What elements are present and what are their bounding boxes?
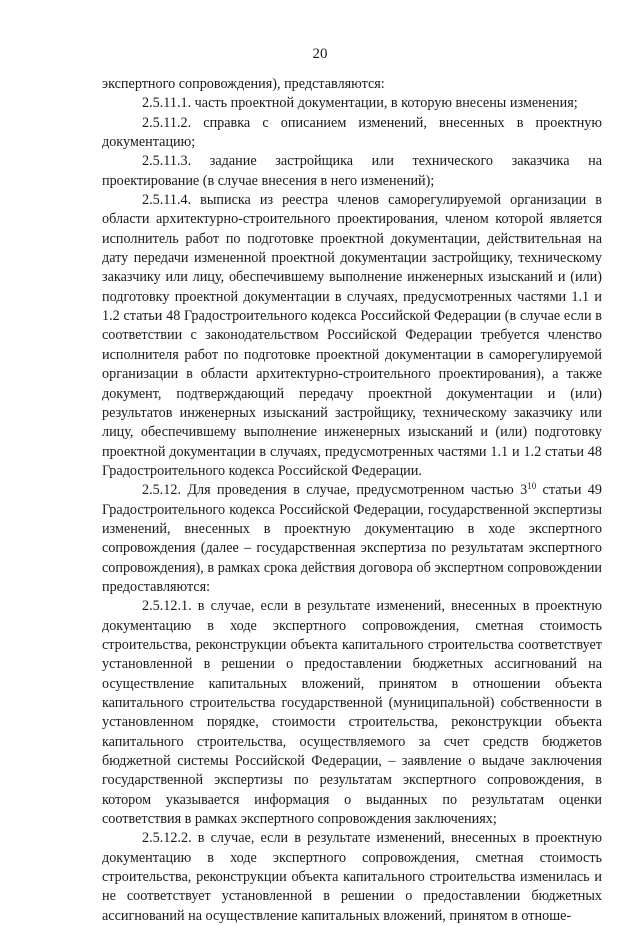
paragraph-2-5-12-2: 2.5.12.2. в случае, если в результате изменений, внесенных в проектную документацию в ходе экспертного сопровождения, сметная стоимость строительства, реконструкции объекта капитального строительства изменилась и не соответствует установленной в решении о предоставлении бюджетных ассигнований на осуществление капитальных вложений, принятом в отноше- <box>102 830 602 924</box>
paragraph-2-5-11-2: 2.5.11.2. справка с описанием изменений, внесенных в проектную документацию; <box>102 114 602 151</box>
paragraph-2-5-11-1: 2.5.11.1. часть проектной документации, в которую внесены изменения; <box>142 95 578 112</box>
paragraph-2-5-11-3: 2.5.11.3. задание застройщика или технического заказчика на проектирование (в случае внесения в него изменений); <box>102 153 602 189</box>
page-number: 20 <box>312 46 328 62</box>
paragraph-2-5-12-text-before: 2.5.12. Для проведения в случае, предусмотренном частью 3 <box>142 482 528 499</box>
document-body <box>102 75 602 926</box>
paragraph-continuation: экспертного сопровождения), представляются: <box>102 76 385 92</box>
paragraph-2-5-12-text-after: статьи 49 Градостроительного кодекса Российской Федерации, государственной экспертизы изменений, внесенных в проектную документацию в ходе экспертного сопровождения (далее – государственная экспертиза по результатам экспертного сопровождения), в рамках срока действия договора об экспертном сопровождении предоставляются: <box>102 482 602 595</box>
paragraph-2-5-12 <box>102 481 602 597</box>
paragraph-2-5-11-4: 2.5.11.4. выписка из реестра членов саморегулируемой организации в области архитектурно-строительного проектирования, членом которой является исполнитель работ по подготовке проектной документации, действительная на дату передачи измененной проектной документации застройщику, техническому заказчику или лицу, обеспечившему выполнение инженерных изысканий и (или) подготовку проектной документации в случаях, предусмотренных частями 1.1 и 1.2 статьи 48 Градостроительного кодекса Российской Федерации (в случае если в соответствии с законодательством Российской Федерации требуется членство исполнителя работ по подготовке проектной документации в саморегулируемой организации в области архитектурно-строительного проектирования), а также документ, подтверждающий передачу проектной документации и (или) результатов инженерных изысканий застройщику, техническому заказчику или лицу, обеспечившему выполнение инженерных изысканий и (или) подготовку проектной документации в случаях, предусмотренных частями 1.1 и 1.2 статьи 48 Градостроительного кодекса Российской Федерации. <box>102 192 602 479</box>
paragraph-2-5-12-superscript: 10 <box>527 481 537 492</box>
paragraph-2-5-12-1: 2.5.12.1. в случае, если в результате изменений, внесенных в проектную документацию в ходе экспертного сопровождения, сметная стоимость строительства, реконструкции объекта капитального строительства соответствует установленной в решении о предоставлении бюджетных ассигнований на осуществление капитальных вложений, принятом в отношении объекта капитального строительства государственной (муниципальной) собственности в установленном порядке, стоимости строительства, реконструкции объекта капитального строительства, осуществляемого за счет средств бюджетов бюджетной системы Российской Федерации, – заявление о выдаче заключения государственной экспертизы по результатам экспертного сопровождения, в котором указывается информация о выданных по результатам оценки соответствия в рамках экспертного сопровождения заключениях; <box>102 598 602 828</box>
